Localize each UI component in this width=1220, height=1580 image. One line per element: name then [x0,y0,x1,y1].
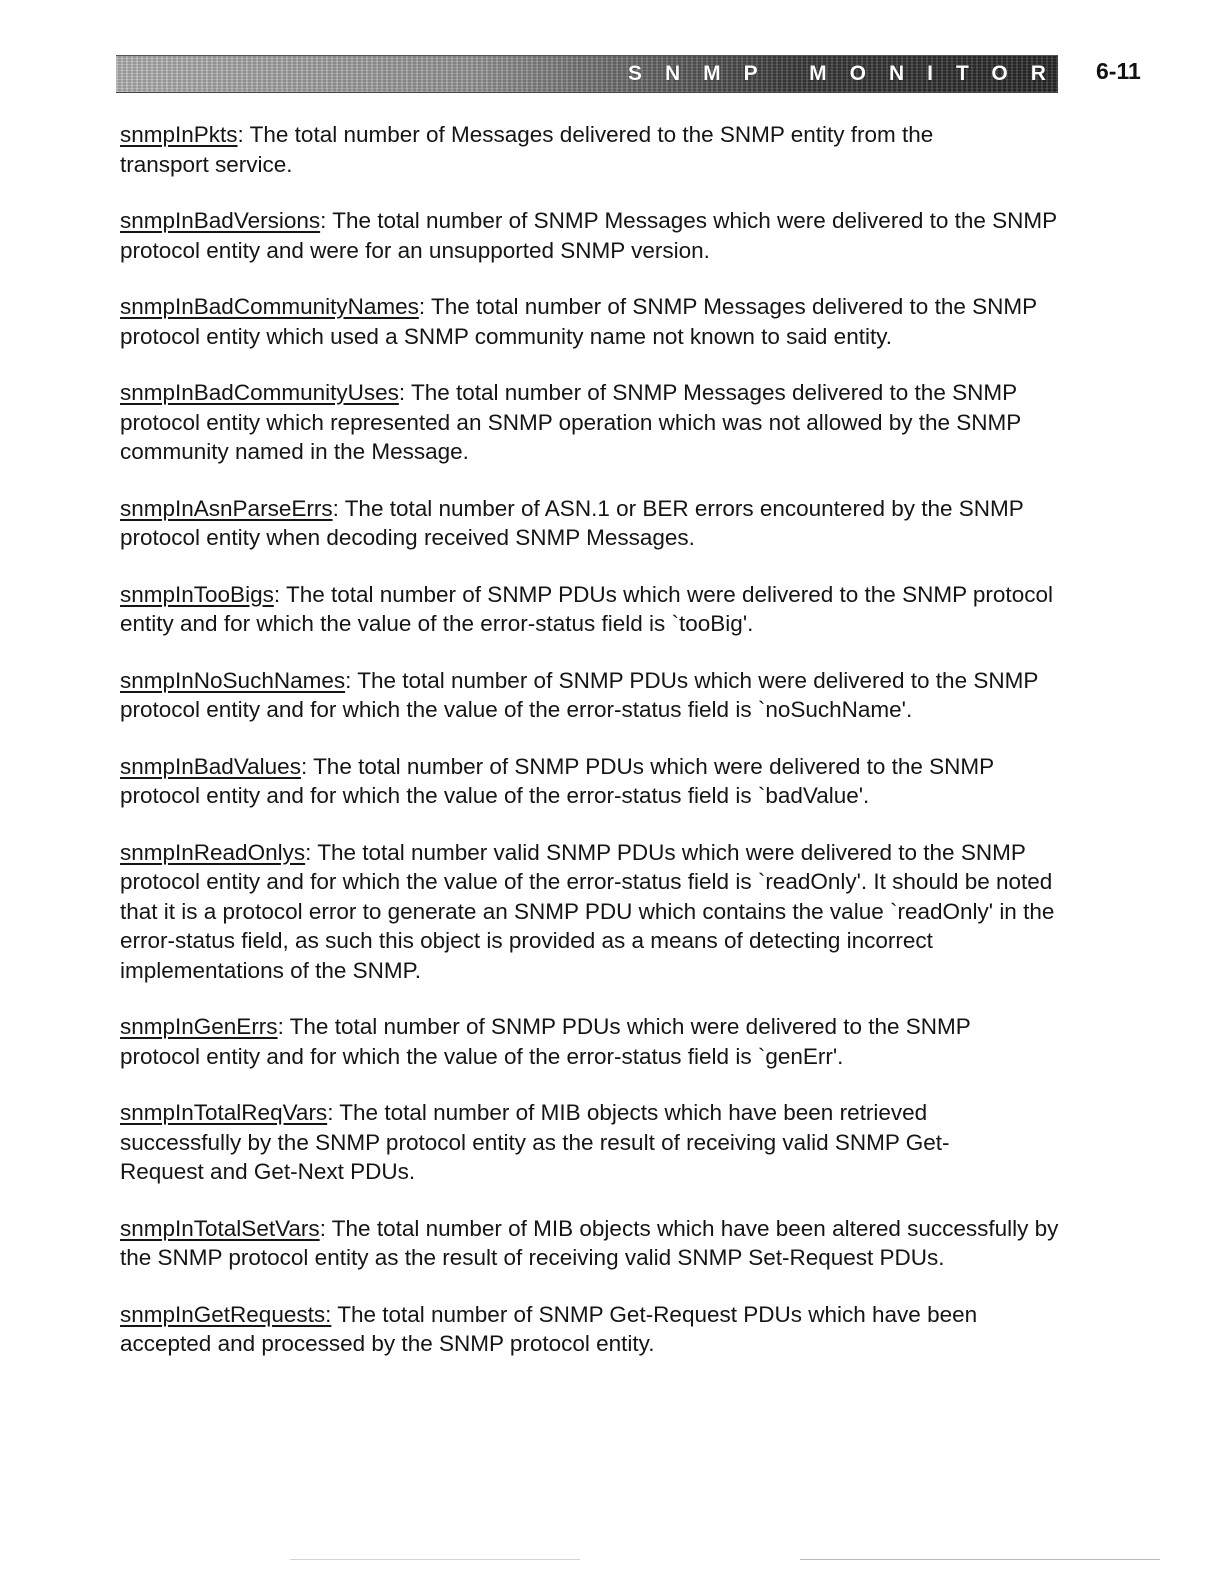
definition-entry: snmpInTotalSetVars: The total number of MIB objects which have been altered successfully by the SNMP protocol entity as the result of receiving valid SNMP Set-Request PDUs. [120,1215,1059,1270]
definition-entry: snmpInBadVersions: The total number of SNMP Messages which were delivered to the SNMP protocol entity and were for an unsupported SNMP version. [120,208,1057,263]
definition-entry: snmpInBadValues: The total number of SNMP PDUs which were delivered to the SNMP protocol entity and for which the value of the error-status field is `badValue'. [120,753,994,808]
definition-entry: snmpInPkts: The total number of Messages delivered to the SNMP entity from the transport service. [120,122,934,177]
entry-term: snmpInBadValues [120,753,301,779]
entry-description: The total number of SNMP Get-Request PDUs which have been accepted and processed by the SNMP protocol entity. [120,1301,978,1356]
definition-entry [120,1300,1050,1359]
entry-term: snmpInTotalSetVars [120,1215,320,1241]
entry-term: snmpInPkts [120,122,238,147]
entry-description: The total number valid SNMP PDUs which were delivered to the SNMP protocol entity and for which the value of the error-status field is `readOnly'. It should be noted that it is a protocol error to generate an SNMP PDU which contains the value `readOnly' in the error-status field, as such this object is provided as a means of detecting incorrect implementations of the SNMP. [120,839,1055,983]
entry-term: snmpInNoSuchNames [120,667,346,693]
header-title: SNMP MONITOR [628,62,1069,85]
entry-term: snmpInBadCommunityNames [120,294,419,319]
entry-description: The total number of SNMP PDUs which were delivered to the SNMP protocol entity and for which the value of the error-status field is `badValue'. [120,753,994,808]
entry-term: snmpInTotalReqVars [120,1100,328,1125]
definition-entry: snmpInNoSuchNames: The total number of SNMP PDUs which were delivered to the SNMP protocol entity and for which the value of the error-status field is `noSuchName'. [120,667,1038,722]
entry-description: The total number of SNMP Messages delivered to the SNMP protocol entity which represented an SNMP operation which was not allowed by the SNMP community named in the Message. [120,380,1021,464]
definition-entry: snmpInBadCommunityUses: The total number of SNMP Messages delivered to the SNMP protocol entity which represented an SNMP operation which was not allowed by the SNMP community named in the Message. [120,380,1021,464]
entry-term: snmpInTooBigs [120,581,274,607]
definition-entry: snmpInGenErrs: The total number of SNMP PDUs which were delivered to the SNMP protocol entity and for which the value of the error-status field is `genErr'. [120,1014,971,1069]
definition-entry: snmpInAsnParseErrs: The total number of ASN.1 or BER errors encountered by the SNMP protocol entity when decoding received SNMP Messages. [120,495,1024,550]
entry-term: snmpInReadOnlys [120,839,306,865]
entry-description: The total number of SNMP Messages delivered to the SNMP protocol entity which used a SNMP community name not known to said entity. [120,294,1037,349]
definition-list [120,120,1080,1359]
entry-description: The total number of SNMP Messages which were delivered to the SNMP protocol entity and were for an unsupported SNMP version. [120,208,1057,263]
entry-description: The total number of SNMP PDUs which were delivered to the SNMP protocol entity and for which the value of the error-status field is `noSuchName'. [120,667,1038,722]
entry-description: The total number of SNMP PDUs which were delivered to the SNMP protocol entity and for which the value of the error-status field is `tooBig'. [120,581,1053,636]
header-band [116,55,1069,93]
entry-description: The total number of MIB objects which have been retrieved successfully by the SNMP protocol entity as the result of receiving valid SNMP Get-Request and Get-Next PDUs. [120,1100,950,1184]
entry-description: The total number of MIB objects which have been altered successfully by the SNMP protocol entity as the result of receiving valid SNMP Set-Request PDUs. [120,1215,1059,1270]
footer-divider [290,1559,580,1560]
entry-term: snmpInBadCommunityUses [120,380,399,405]
definition-entry: snmpInBadCommunityNames: The total number of SNMP Messages delivered to the SNMP protocol entity which used a SNMP community name not known to said entity. [120,294,1037,349]
entry-description: The total number of SNMP PDUs which were delivered to the SNMP protocol entity and for which the value of the error-status field is `genErr'. [120,1014,971,1069]
entry-term: snmpInBadVersions [120,208,321,233]
definition-entry: snmpInReadOnlys: The total number valid SNMP PDUs which were delivered to the SNMP protocol entity and for which the value of the error-status field is `readOnly'. It should be noted that it is a protocol error to generate an SNMP PDU which contains the value `readOnly' in the error-status field, as such this object is provided as a means of detecting incorrect implementations of the SNMP. [120,839,1055,983]
entry-term: snmpInGetRequests: [120,1301,332,1327]
entry-description: The total number of Messages delivered to the SNMP entity from the transport service. [120,122,934,177]
definition-entry: snmpInTotalReqVars: The total number of MIB objects which have been retrieved successfully by the SNMP protocol entity as the result of receiving valid SNMP Get-Request and Get-Next PDUs. [120,1100,950,1184]
definition-entry: snmpInTooBigs: The total number of SNMP PDUs which were delivered to the SNMP protocol entity and for which the value of the error-status field is `tooBig'. [120,581,1053,636]
footer-divider [800,1559,1160,1560]
entry-description: The total number of ASN.1 or BER errors encountered by the SNMP protocol entity when decoding received SNMP Messages. [120,495,1024,550]
entry-term: snmpInAsnParseErrs [120,495,333,521]
entry-term: snmpInGenErrs [120,1014,278,1039]
page-number: 6-11 [1096,58,1141,84]
